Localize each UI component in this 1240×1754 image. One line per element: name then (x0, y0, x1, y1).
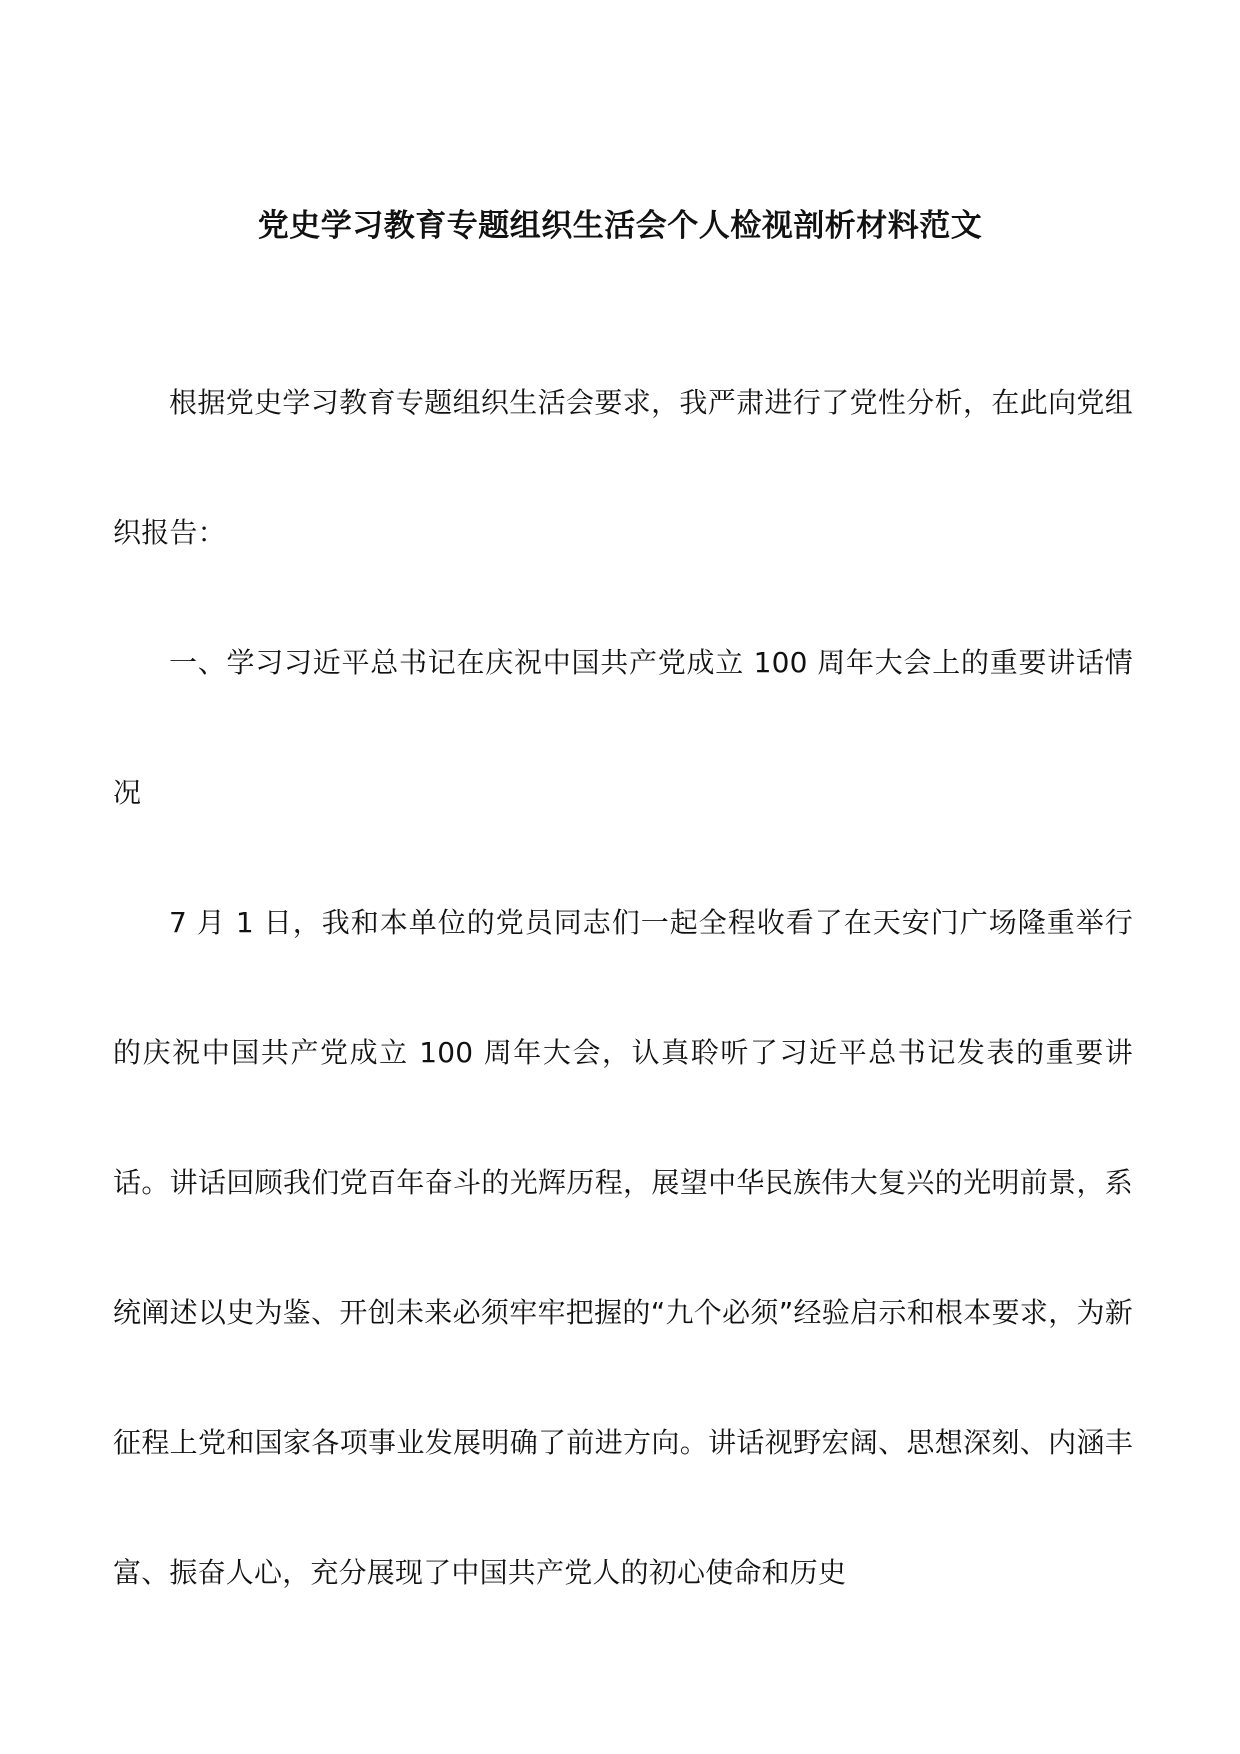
paragraph-intro: 根据党史学习教育专题组织生活会要求，我严肃进行了党性分析，在此向党组织报告： (113, 386, 1133, 549)
paragraph-body-1: 7 月 1 日，我和本单位的党员同志们一起全程收看了在天安门广场隆重举行的庆祝中国共产党成立 100 周年大会，认真聆听了习近平总书记发表的重要讲话。讲话回顾我们党百年奋斗的光辉历程，展望中华民族伟大复兴的光明前景，系统阐述以史为鉴、开创未来必须牢牢把握的“九个必须”经验启示和根本要求，为新征程上党和国家各项事业发展明确了前进方向。讲话视野宏阔、思想深刻、内涵丰富、振奋人心，充分展现了中国共产党人的初心使命和历史 (113, 906, 1133, 1589)
document-title: 党史学习教育专题组织生活会个人检视剖析材料范文 (257, 208, 983, 244)
document-body (113, 338, 1133, 1638)
paragraph-section-heading-1: 一、学习习近平总书记在庆祝中国共产党成立 100 周年大会上的重要讲话情况 (113, 646, 1133, 809)
